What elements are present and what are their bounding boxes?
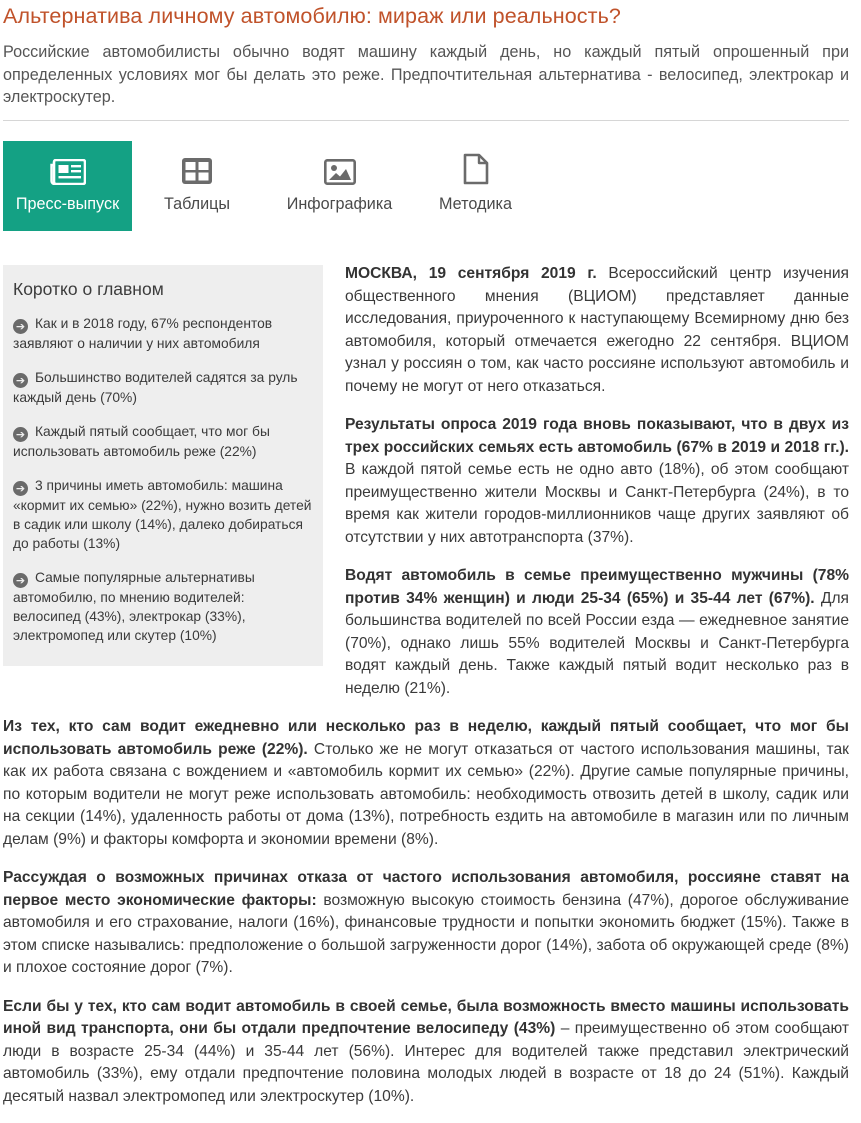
- summary-item: [13, 476, 313, 553]
- tab-label: Методика: [439, 195, 512, 213]
- paragraph-text: Всероссийский центр изучения общественного мнения (ВЦИОМ) представляет данные исследования, приуроченного к наступающему Всемирному дню без автомобиля, который отмечается ежегодно 22 сентября. ВЦИОМ узнал у россиян о том, как часто россияне используют автомобиль и почему не могут от него отказаться.: [345, 265, 849, 395]
- paragraph-text: возможную высокую стоимость бензина (47%), дорогое обслуживание автомобиля и его страхование, налоги (16%), финансовые трудности и попытки экономить бюджет (15%). Также в этом списке назывались: предположение о большой загруженности дорог (14%), забота об окружающей среде (8%) и плохое состояние дорог (7%).: [3, 891, 850, 976]
- arrow-right-icon: ➔: [13, 319, 28, 334]
- image-icon: [324, 141, 356, 193]
- summary-item-text: Самые популярные альтернативы автомобилю, по мнению водителей: велосипед (43%), электрокар (33%), электромопед или скутер (10%): [13, 570, 255, 643]
- paragraph-lead: Результаты опроса 2019 года вновь показывают, что в двух из трех российских семьях есть автомобиль (67% в 2019 и 2018 гг.).: [345, 416, 849, 456]
- table-icon: [181, 141, 213, 193]
- summary-item-text: Каждый пятый сообщает, что мог бы использовать автомобиль реже (22%): [13, 424, 270, 459]
- paragraph-text: – преимущественно об этом сообщают люди в возрасте 25-34 (44%) и 35-44 лет (56%). Интерес для водителей также представил электрический автомобиль (33%), ему отдали предпочтение половина молодых людей в возрасте от 18 до 24 (51%). Каждый десятый назвал электромопед или электроскутер (10%).: [3, 1020, 849, 1105]
- summary-item: [13, 568, 313, 645]
- summary-item: [13, 314, 313, 353]
- summary-item-text: Как и в 2018 году, 67% респондентов заявляют о наличии у них автомобиля: [13, 316, 273, 351]
- article-paragraph: [3, 867, 849, 980]
- summary-item-text: 3 причины иметь автомобиль: машина «кормит их семью» (22%), нужно возить детей в садик или школу (14%), далеко добираться до работы (13%): [13, 478, 312, 551]
- article-paragraph: [3, 716, 849, 851]
- paragraph-text: В каждой пятой семье есть не одно авто (18%), об этом сообщают преимущественно жители Москвы и Санкт-Петербурга (24%), в то время как жители городов-миллионников чаще других заявляют об отсутствии у них автотранспорта (37%).: [345, 461, 849, 546]
- tab-bar: [3, 141, 534, 231]
- tab-infographics[interactable]: [262, 141, 417, 231]
- paragraph-lead: Из тех, кто сам водит ежедневно или несколько раз в неделю, каждый пятый сообщает, что мог бы использовать автомобиль реже (22%).: [3, 718, 849, 758]
- tab-tables[interactable]: [132, 141, 262, 231]
- paragraph-lead: МОСКВА, 19 сентября 2019 г.: [345, 265, 597, 282]
- tab-label: Инфографика: [286, 195, 393, 213]
- paragraph-text: Столько же не могут отказаться от частого использования машины, так как их работа связана с вождением и «автомобиль кормит их семью» (22%). Другие самые популярные причины, по которым водители не могут реже использовать автомобиль: необходимость отвозить детей в школу, садик или на секции (14%), удаленность работы от дома (13%), потребность ездить на автомобиле в магазин или по личным делам (9%) и факторы комфорта и экономии времени (8%).: [3, 740, 849, 848]
- arrow-right-icon: ➔: [13, 573, 28, 588]
- document-icon: [463, 141, 489, 193]
- tab-label: Таблицы: [163, 195, 231, 213]
- arrow-right-icon: ➔: [13, 373, 28, 388]
- paragraph-lead: Водят автомобиль в семье преимущественно мужчины (78% против 34% женщин) и люди 25-34 (65%) и 35-44 лет (67%).: [345, 567, 849, 607]
- summary-item: [13, 422, 313, 461]
- summary-item: [13, 368, 313, 407]
- article-paragraph: [3, 996, 849, 1109]
- sidebar-title: Коротко о главном: [13, 279, 164, 299]
- page-title: Альтернатива личному автомобилю: мираж или реальность?: [3, 4, 621, 28]
- lead-paragraph: Российские автомобилисты обычно водят машину каждый день, но каждый пятый опрошенный при определенных условиях мог бы делать это реже. Предпочтительная альтернатива - велосипед, электрокар и электроскутер.: [3, 43, 849, 106]
- tab-press-release[interactable]: [3, 141, 132, 231]
- summary-sidebar: [3, 265, 323, 666]
- paragraph-lead: Рассуждая о возможных причинах отказа от частого использования автомобиля, россияне ставят на первое место экономические факторы:: [3, 869, 849, 909]
- tab-label: Пресс-выпуск: [15, 195, 120, 213]
- arrow-right-icon: ➔: [13, 427, 28, 442]
- paragraph-lead: Если бы у тех, кто сам водит автомобиль в своей семье, была возможность вместо машины использовать иной вид транспорта, они бы отдали предпочтение велосипеду (43%): [3, 997, 849, 1037]
- tab-methodology[interactable]: [417, 141, 534, 231]
- paragraph-text: Для большинства водителей по всей России езда — ежедневное занятие (70%), однако лишь 55% водителей Москвы и Санкт-Петербурга водят каждый день. Также каждый пятый водит несколько раз в неделю (21%).: [345, 589, 849, 697]
- newspaper-icon: [50, 141, 86, 193]
- arrow-right-icon: ➔: [13, 481, 28, 496]
- summary-item-text: Большинство водителей садятся за руль каждый день (70%): [13, 370, 298, 405]
- divider: [3, 120, 849, 121]
